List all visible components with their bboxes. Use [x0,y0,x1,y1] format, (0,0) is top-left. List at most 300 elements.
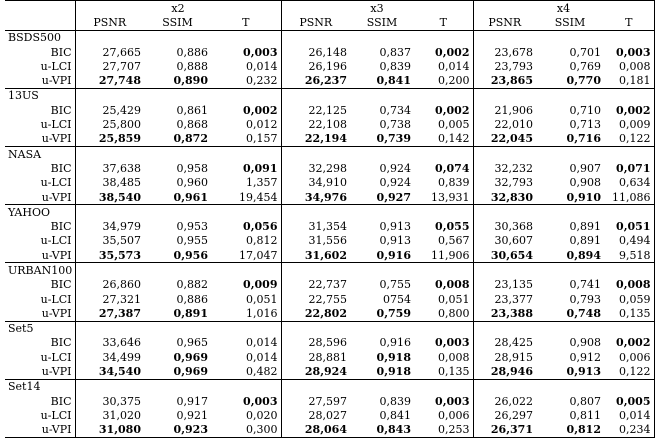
empty-cell [75,379,144,394]
empty-cell [414,263,473,278]
value-cell: 31,354 [308,220,347,234]
value-cell: 0,014 [604,408,654,422]
value-cell: 0,770 [566,74,601,88]
empty-cell [604,321,654,336]
value-cell: 1,357 [211,176,281,190]
value-cell: 0,716 [566,132,601,146]
value-cell: 26,148 [308,45,347,59]
empty-cell [473,88,536,103]
value-cell: 34,976 [304,190,347,204]
value-cell: 9,518 [604,248,654,263]
value-cell: 27,321 [102,292,141,306]
value-cell: 0,917 [176,394,208,408]
value-cell: 0,002 [604,336,654,350]
value-cell: 0,055 [414,219,473,233]
value-cell: 0,793 [569,292,601,306]
value-cell: 0,074 [414,161,473,175]
value-cell: 23,135 [494,278,533,292]
table-row [5,117,654,131]
value-cell: 0,009 [211,278,281,292]
value-cell: 0,494 [604,234,654,248]
value-cell: 22,802 [304,306,347,320]
value-cell: 26,297 [494,408,533,422]
value-cell: 0,861 [176,103,208,117]
scale-header: x4 [473,1,654,16]
table-row [5,408,654,422]
value-cell: 23,865 [490,74,533,88]
value-cell: 23,678 [494,45,533,59]
method-label: u-LCI [5,117,75,131]
metric-header: PSNR [93,15,127,29]
value-cell: 0,759 [376,306,411,320]
value-cell: 0,002 [211,103,281,117]
value-cell: 34,910 [308,176,347,190]
value-cell: 0,872 [173,132,208,146]
metric-header: SSIM [554,15,586,29]
value-cell: 0,969 [173,350,208,364]
empty-cell [604,146,654,161]
value-cell: 0,923 [144,423,211,438]
method-label: u-VPI [5,190,75,205]
value-cell: 22,045 [490,132,533,146]
value-cell: 0,008 [414,350,473,364]
empty-cell [604,263,654,278]
value-cell: 35,507 [102,234,141,248]
value-cell: 28,064 [281,423,350,438]
value-cell: 0,567 [414,234,473,248]
value-cell: 0,253 [414,423,473,438]
empty-cell [211,205,281,220]
table-row [5,45,654,59]
value-cell: 0,008 [604,278,654,292]
empty-cell [144,379,211,394]
empty-cell [211,146,281,161]
value-cell: 22,108 [308,118,347,132]
method-label: BIC [5,161,75,175]
empty-cell [75,30,144,45]
value-cell: 0,868 [176,118,208,132]
table-row [5,350,654,364]
value-cell: 0,003 [211,394,281,408]
empty-cell [211,30,281,45]
empty-cell [536,321,604,336]
value-cell: 26,237 [304,74,347,88]
method-label: BIC [5,394,75,408]
value-cell: 23,793 [494,59,533,73]
value-cell: 0,008 [604,59,654,73]
value-cell: 11,086 [604,190,654,205]
value-cell: 22,194 [304,132,347,146]
value-cell: 0754 [383,292,411,306]
value-cell: 28,596 [308,336,347,350]
value-cell: 0,837 [379,45,411,59]
value-cell: 0,891 [569,220,601,234]
empty-cell [75,88,144,103]
value-cell: 0,956 [173,248,208,262]
scale-header: x3 [281,1,473,16]
table-row [5,292,654,306]
value-cell: 0,006 [604,350,654,364]
empty-cell [144,321,211,336]
value-cell: 22,755 [308,292,347,306]
method-label: BIC [5,278,75,292]
value-cell: 0,924 [379,161,411,175]
value-cell: 0,300 [211,423,281,438]
value-cell: 23,377 [494,292,533,306]
value-cell: 0,157 [211,132,281,147]
empty-cell [473,30,536,45]
value-cell: 0,918 [376,350,411,364]
empty-cell [211,321,281,336]
metric-header: PSNR [299,15,333,29]
value-cell: 31,020 [102,408,141,422]
value-cell: 0,916 [376,248,411,262]
value-cell: 0,005 [414,117,473,131]
value-cell: 0,135 [604,306,654,321]
value-cell: 1,016 [211,306,281,321]
value-cell: 30,375 [102,394,141,408]
empty-cell [473,379,536,394]
empty-cell [350,205,414,220]
empty-cell [144,88,211,103]
value-cell: 0,912 [569,350,601,364]
empty-cell [536,146,604,161]
method-label: BIC [5,219,75,233]
value-cell: 0,482 [211,364,281,379]
dataset-header-row [5,88,654,103]
value-cell: 0,841 [376,74,411,88]
empty-cell [414,146,473,161]
table-row [5,132,654,147]
method-label: u-VPI [5,248,75,263]
value-cell: 22,010 [494,118,533,132]
value-cell: 0,014 [414,59,473,73]
method-label: u-VPI [5,423,75,438]
value-cell: 0,051 [604,219,654,233]
empty-cell [350,88,414,103]
empty-cell [473,146,536,161]
value-cell: 0,181 [604,73,654,88]
empty-cell [144,205,211,220]
value-cell: 0,005 [604,394,654,408]
value-cell: 0,886 [176,292,208,306]
dataset-name: BSDS500 [5,30,75,45]
empty-cell [604,30,654,45]
value-cell: 0,006 [414,408,473,422]
value-cell: 0,051 [211,292,281,306]
value-cell: 0,008 [414,278,473,292]
corner-cell [5,1,75,16]
value-cell: 31,602 [304,248,347,262]
value-cell: 0,200 [414,73,473,88]
method-label: u-LCI [5,408,75,422]
empty-cell [536,263,604,278]
empty-cell [350,379,414,394]
value-cell: 11,906 [414,248,473,263]
scale-header: x2 [75,1,281,16]
empty-cell [473,263,536,278]
value-cell: 21,906 [494,103,533,117]
empty-cell [211,379,281,394]
value-cell: 30,368 [494,220,533,234]
value-cell: 0,961 [173,190,208,204]
value-cell: 0,924 [379,176,411,190]
empty-cell [350,321,414,336]
empty-cell [281,321,350,336]
metric-header: T [414,15,473,30]
dataset-header-row [5,263,654,278]
value-cell: 0,014 [211,59,281,73]
value-cell: 0,894 [566,248,601,262]
dataset-name: NASA [5,146,75,161]
value-cell: 0,002 [414,103,473,117]
value-cell: 19,454 [211,190,281,205]
dataset-header-row [5,205,654,220]
table-row [5,234,654,248]
table-row [5,336,654,350]
value-cell: 0,051 [414,292,473,306]
value-cell: 0,960 [176,176,208,190]
value-cell: 0,232 [211,73,281,88]
value-cell: 23,388 [490,306,533,320]
value-cell: 32,232 [494,161,533,175]
value-cell: 0,713 [569,118,601,132]
empty-cell [473,205,536,220]
empty-cell [281,263,350,278]
value-cell: 31,556 [308,234,347,248]
empty-cell [604,88,654,103]
value-cell: 0,014 [211,350,281,364]
metric-header: SSIM [366,15,398,29]
empty-cell [536,30,604,45]
value-cell: 0,701 [569,45,601,59]
dataset-header-row [5,321,654,336]
method-label: BIC [5,103,75,117]
value-cell: 0,839 [379,59,411,73]
value-cell: 0,003 [414,336,473,350]
table-row [5,278,654,292]
value-cell: 0,916 [379,336,411,350]
value-cell: 0,958 [176,161,208,175]
value-cell: 0,907 [569,161,601,175]
value-cell: 34,540 [98,365,141,379]
value-cell: 26,196 [308,59,347,73]
metric-header: PSNR [488,15,522,29]
value-cell: 0,056 [211,219,281,233]
results-table [5,0,655,438]
empty-cell [281,205,350,220]
value-cell: 38,485 [102,176,141,190]
value-cell: 0,921 [176,408,208,422]
metric-header-row [5,15,654,30]
value-cell: 33,646 [102,336,141,350]
value-cell: 27,387 [98,306,141,320]
empty-cell [281,146,350,161]
method-label: BIC [5,336,75,350]
value-cell: 0,738 [379,118,411,132]
value-cell: 0,955 [176,234,208,248]
value-cell: 0,014 [211,336,281,350]
empty-cell [414,205,473,220]
table-row [5,73,654,88]
value-cell: 0,908 [569,176,601,190]
table-row [5,423,654,438]
empty-cell [473,321,536,336]
empty-cell [350,30,414,45]
table-row [5,394,654,408]
value-cell: 17,047 [211,248,281,263]
value-cell: 28,027 [308,408,347,422]
value-cell: 0,812 [211,234,281,248]
table-body [5,30,654,437]
value-cell: 0,969 [173,365,208,379]
value-cell: 28,915 [494,350,533,364]
dataset-name: Set5 [5,321,75,336]
method-label: BIC [5,45,75,59]
value-cell: 0,122 [604,364,654,379]
value-cell: 0,009 [604,117,654,131]
value-cell: 25,800 [102,118,141,132]
table-row [5,364,654,379]
value-cell: 0,003 [604,45,654,59]
corner-cell [5,15,75,30]
value-cell: 26,860 [102,278,141,292]
empty-cell [281,88,350,103]
value-cell: 25,429 [102,103,141,117]
value-cell: 0,710 [569,103,601,117]
value-cell: 30,654 [490,248,533,262]
value-cell: 0,755 [379,278,411,292]
value-cell: 0,734 [379,103,411,117]
value-cell: 0,965 [176,336,208,350]
empty-cell [75,146,144,161]
value-cell: 26,022 [494,394,533,408]
value-cell: 0,953 [176,220,208,234]
empty-cell [350,146,414,161]
value-cell: 28,946 [490,365,533,379]
empty-cell [75,321,144,336]
empty-cell [75,205,144,220]
table-row [5,219,654,233]
value-cell: 0,002 [414,45,473,59]
value-cell: 28,881 [308,350,347,364]
table-row [5,59,654,73]
empty-cell [414,379,473,394]
value-cell: 0,882 [176,278,208,292]
empty-cell [281,379,350,394]
metric-header: SSIM [162,15,193,29]
value-cell: 28,425 [494,336,533,350]
value-cell: 0,122 [604,132,654,147]
table-row [5,103,654,117]
dataset-name: Set14 [5,379,75,394]
method-label: u-LCI [5,59,75,73]
value-cell: 35,573 [98,248,141,262]
method-label: u-LCI [5,234,75,248]
value-cell: 0,812 [536,423,604,438]
table-row [5,306,654,321]
empty-cell [144,146,211,161]
value-cell: 32,793 [494,176,533,190]
value-cell: 31,080 [75,423,144,438]
empty-cell [414,321,473,336]
empty-cell [211,263,281,278]
empty-cell [211,88,281,103]
value-cell: 0,012 [211,117,281,131]
empty-cell [75,263,144,278]
value-cell: 0,748 [566,306,601,320]
empty-cell [536,379,604,394]
value-cell: 0,002 [604,103,654,117]
value-cell: 0,908 [569,336,601,350]
value-cell: 27,748 [98,74,141,88]
value-cell: 25,859 [98,132,141,146]
value-cell: 0,020 [211,408,281,422]
dataset-header-row [5,30,654,45]
value-cell: 0,003 [414,394,473,408]
value-cell: 37,638 [102,161,141,175]
metric-header: T [211,15,281,30]
dataset-name: 13US [5,88,75,103]
empty-cell [281,30,350,45]
value-cell: 38,540 [98,190,141,204]
dataset-header-row [5,146,654,161]
empty-cell [604,379,654,394]
empty-cell [350,263,414,278]
value-cell: 32,298 [308,161,347,175]
empty-cell [144,263,211,278]
dataset-name: YAHOO [5,205,75,220]
value-cell: 0,135 [414,364,473,379]
value-cell: 0,769 [569,59,601,73]
table-row [5,190,654,205]
value-cell: 0,634 [604,176,654,190]
value-cell: 0,913 [379,220,411,234]
method-label: u-VPI [5,132,75,147]
value-cell: 0,891 [173,306,208,320]
value-cell: 0,839 [379,394,411,408]
value-cell: 0,888 [176,59,208,73]
value-cell: 0,800 [414,306,473,321]
value-cell: 22,125 [308,103,347,117]
value-cell: 0,927 [376,190,411,204]
value-cell: 0,811 [569,408,601,422]
value-cell: 0,886 [176,45,208,59]
value-cell: 0,913 [566,365,601,379]
value-cell: 0,234 [604,423,654,438]
value-cell: 32,830 [490,190,533,204]
dataset-header-row [5,379,654,394]
empty-cell [536,88,604,103]
value-cell: 0,843 [350,423,414,438]
empty-cell [414,88,473,103]
value-cell: 26,371 [473,423,536,438]
dataset-name: URBAN100 [5,263,75,278]
value-cell: 0,739 [376,132,411,146]
table-row [5,248,654,263]
value-cell: 27,665 [102,45,141,59]
value-cell: 27,597 [308,394,347,408]
value-cell: 30,607 [494,234,533,248]
value-cell: 34,979 [102,220,141,234]
value-cell: 0,910 [566,190,601,204]
value-cell: 0,918 [376,365,411,379]
value-cell: 0,003 [211,45,281,59]
metric-header: T [604,15,654,30]
value-cell: 0,142 [414,132,473,147]
scale-header-row [5,1,654,16]
method-label: u-LCI [5,350,75,364]
